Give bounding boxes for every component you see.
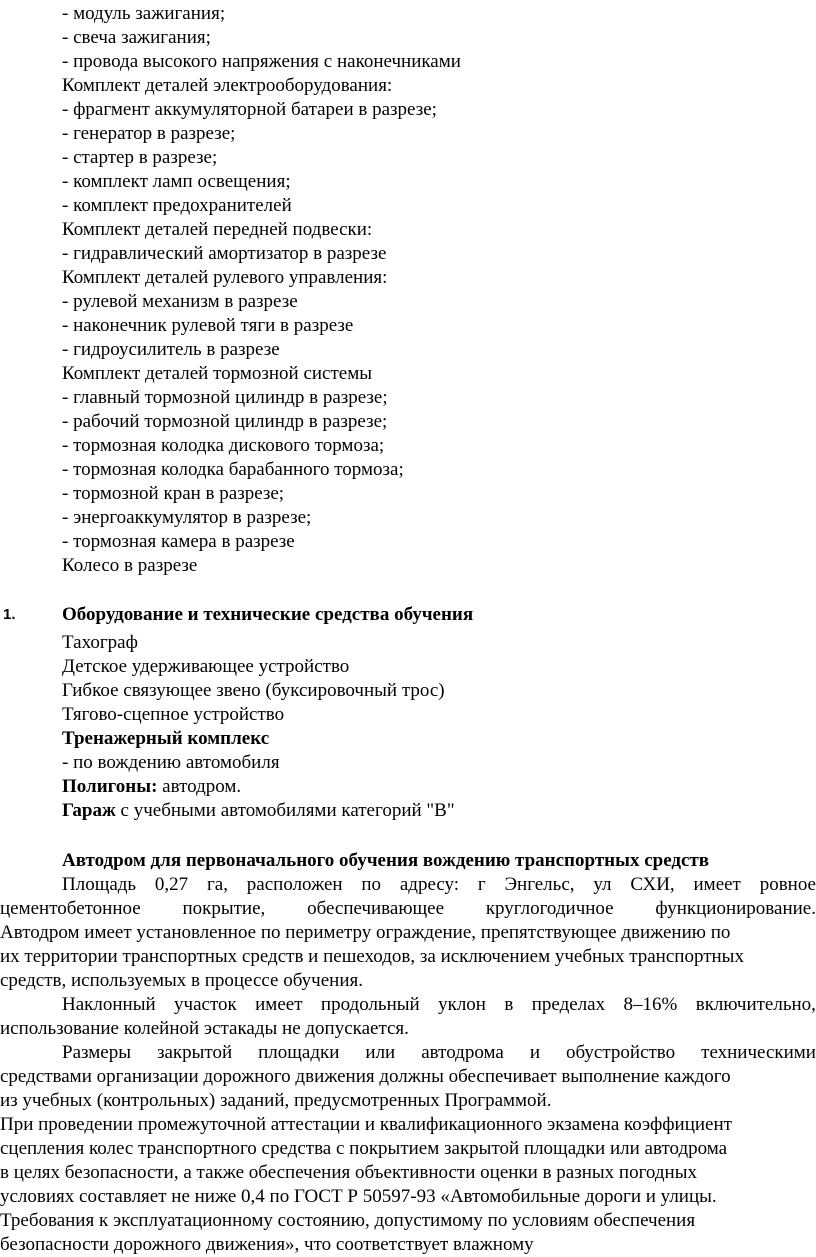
- list-item: - генератор в разрезе;: [62, 123, 236, 144]
- list-item: Колесо в разрезе: [62, 555, 198, 576]
- word: обеспечивающее: [307, 898, 445, 919]
- word: в: [504, 994, 514, 1015]
- word: г: [477, 874, 486, 895]
- word: круглогодичное: [485, 898, 614, 919]
- word: имеет: [255, 994, 303, 1015]
- paragraph-line: [0, 945, 816, 969]
- paragraph-line: [62, 1041, 816, 1065]
- list-item: - тормозная колодка барабанного тормоза;: [62, 459, 404, 480]
- line-text: использование колейной эстакады не допускается.: [0, 1018, 409, 1039]
- line-text: средств, используемых в процессе обучения.: [0, 970, 363, 991]
- list-item: - рабочий тормозной цилиндр в разрезе;: [62, 411, 388, 432]
- word: функционирование.: [655, 898, 816, 919]
- list-item: Комплект деталей передней подвески:: [62, 219, 373, 240]
- list-item: - тормозная камера в разрезе: [62, 531, 295, 552]
- garage-label: Гараж: [62, 800, 116, 821]
- word: участок: [174, 994, 237, 1015]
- paragraph-line: [0, 897, 816, 921]
- equipment-item: Гибкое связующее звено (буксировочный трос): [62, 680, 445, 701]
- paragraph-line: [0, 1065, 816, 1089]
- paragraph-line: условиях составляет не ниже 0,4 по ГОСТ Р 50597-93 «Автомобильные дороги и улицы.: [0, 1186, 717, 1207]
- word: включительно,: [695, 994, 816, 1015]
- word: га,: [206, 874, 228, 895]
- paragraph-area: [0, 873, 816, 993]
- equipment-item: Тягово-сцепное устройство: [62, 704, 285, 725]
- paragraph-sizes: [0, 1041, 816, 1113]
- line-text: их территории транспортных средств и пешеходов, за исключением учебных транспортных: [0, 946, 744, 967]
- trainer-item: - по вождению автомобиля: [62, 752, 280, 773]
- word: по: [361, 874, 382, 895]
- polygons-value: автодром.: [162, 776, 242, 797]
- word: уклон: [438, 994, 486, 1015]
- paragraph-line: [0, 1089, 816, 1113]
- polygons-line: [62, 775, 241, 799]
- list-item: - комплект ламп освещения;: [62, 171, 291, 192]
- list-item: - свеча зажигания;: [62, 27, 211, 48]
- list-item: - наконечник рулевой тяги в разрезе: [62, 315, 354, 336]
- word: автодрома: [421, 1042, 504, 1063]
- word: пределах: [531, 994, 606, 1015]
- word: расположен: [246, 874, 343, 895]
- paragraph-line: При проведении промежуточной аттестации и квалификационного экзамена коэффициент: [0, 1114, 732, 1135]
- list-item: - главный тормозной цилиндр в разрезе;: [62, 387, 388, 408]
- list-item: - рулевой механизм в разрезе: [62, 291, 298, 312]
- section-title: Оборудование и технические средства обучения: [62, 604, 474, 625]
- paragraph-line: [62, 993, 816, 1017]
- list-item: - гидроусилитель в разрезе: [62, 339, 280, 360]
- line-text: средствами организации дорожного движения должны обеспечивает выполнение каждого: [0, 1066, 731, 1087]
- list-item: - энергоаккумулятор в разрезе;: [62, 507, 312, 528]
- trainer-heading: Тренажерный комплекс: [62, 728, 270, 749]
- paragraph-line: [0, 1017, 816, 1041]
- list-item: - провода высокого напряжения с наконечниками: [62, 51, 461, 72]
- word: 0,27: [154, 874, 189, 895]
- word: или: [365, 1042, 396, 1063]
- polygons-label: Полигоны:: [62, 776, 158, 797]
- list-item: Комплект деталей электрооборудования:: [62, 75, 393, 96]
- paragraph-line: сцепления колес транспортного средства с покрытием закрытой площадки или автодрома: [0, 1138, 728, 1159]
- list-item: - комплект предохранителей: [62, 195, 292, 216]
- word: техническими: [701, 1042, 816, 1063]
- word: ровное: [759, 874, 816, 895]
- word: СХИ,: [630, 874, 675, 895]
- garage-value: с учебными автомобилями категорий "В": [120, 800, 455, 821]
- paragraph-line: [0, 969, 816, 993]
- word: цементобетонное: [0, 898, 141, 919]
- word: ул: [593, 874, 612, 895]
- word: 8–16%: [623, 994, 678, 1015]
- word: имеет: [693, 874, 741, 895]
- word: закрытой: [156, 1042, 233, 1063]
- list-item: - фрагмент аккумуляторной батареи в разрезе;: [62, 99, 437, 120]
- word: Наклонный: [62, 994, 156, 1015]
- list-item: Комплект деталей рулевого управления:: [62, 267, 388, 288]
- autodrom-heading: Автодром для первоначального обучения вождению транспортных средств: [62, 850, 710, 871]
- paragraph-line: [0, 921, 816, 945]
- word: Размеры: [62, 1042, 131, 1063]
- word: и: [529, 1042, 540, 1063]
- list-item: Комплект деталей тормозной системы: [62, 363, 373, 384]
- word: адресу:: [399, 874, 460, 895]
- word: покрытие,: [182, 898, 266, 919]
- equipment-item: Детское удерживающее устройство: [62, 656, 350, 677]
- section-number: 1.: [3, 606, 16, 623]
- garage-line: [62, 799, 455, 823]
- word: продольный: [320, 994, 420, 1015]
- list-item: - модуль зажигания;: [62, 3, 226, 24]
- paragraph-friction: [0, 1113, 816, 1257]
- paragraph-line: [62, 873, 816, 897]
- paragraph-slope: [0, 993, 816, 1041]
- word: Площадь: [62, 874, 137, 895]
- word: Энгельс,: [504, 874, 575, 895]
- word: обустройство: [565, 1042, 676, 1063]
- paragraph-line: в целях безопасности, а также обеспечения объективности оценки в разных погодных: [0, 1162, 697, 1183]
- line-text: из учебных (контрольных) заданий, предусмотренных Программой.: [0, 1090, 552, 1111]
- list-item: - стартер в разрезе;: [62, 147, 218, 168]
- list-item: - тормозной кран в разрезе;: [62, 483, 285, 504]
- equipment-item: Тахограф: [62, 632, 138, 653]
- list-item: - тормозная колодка дискового тормоза;: [62, 435, 385, 456]
- paragraph-line: Требования к эксплуатационному состоянию, допустимому по условиям обеспечения: [0, 1210, 696, 1231]
- list-item: - гидравлический амортизатор в разрезе: [62, 243, 387, 264]
- line-text: Автодром имеет установленное по периметру ограждение, препятствующее движению по: [0, 922, 731, 943]
- paragraph-line: безопасности дорожного движения», что соответствует влажному: [0, 1234, 534, 1255]
- word: площадки: [258, 1042, 340, 1063]
